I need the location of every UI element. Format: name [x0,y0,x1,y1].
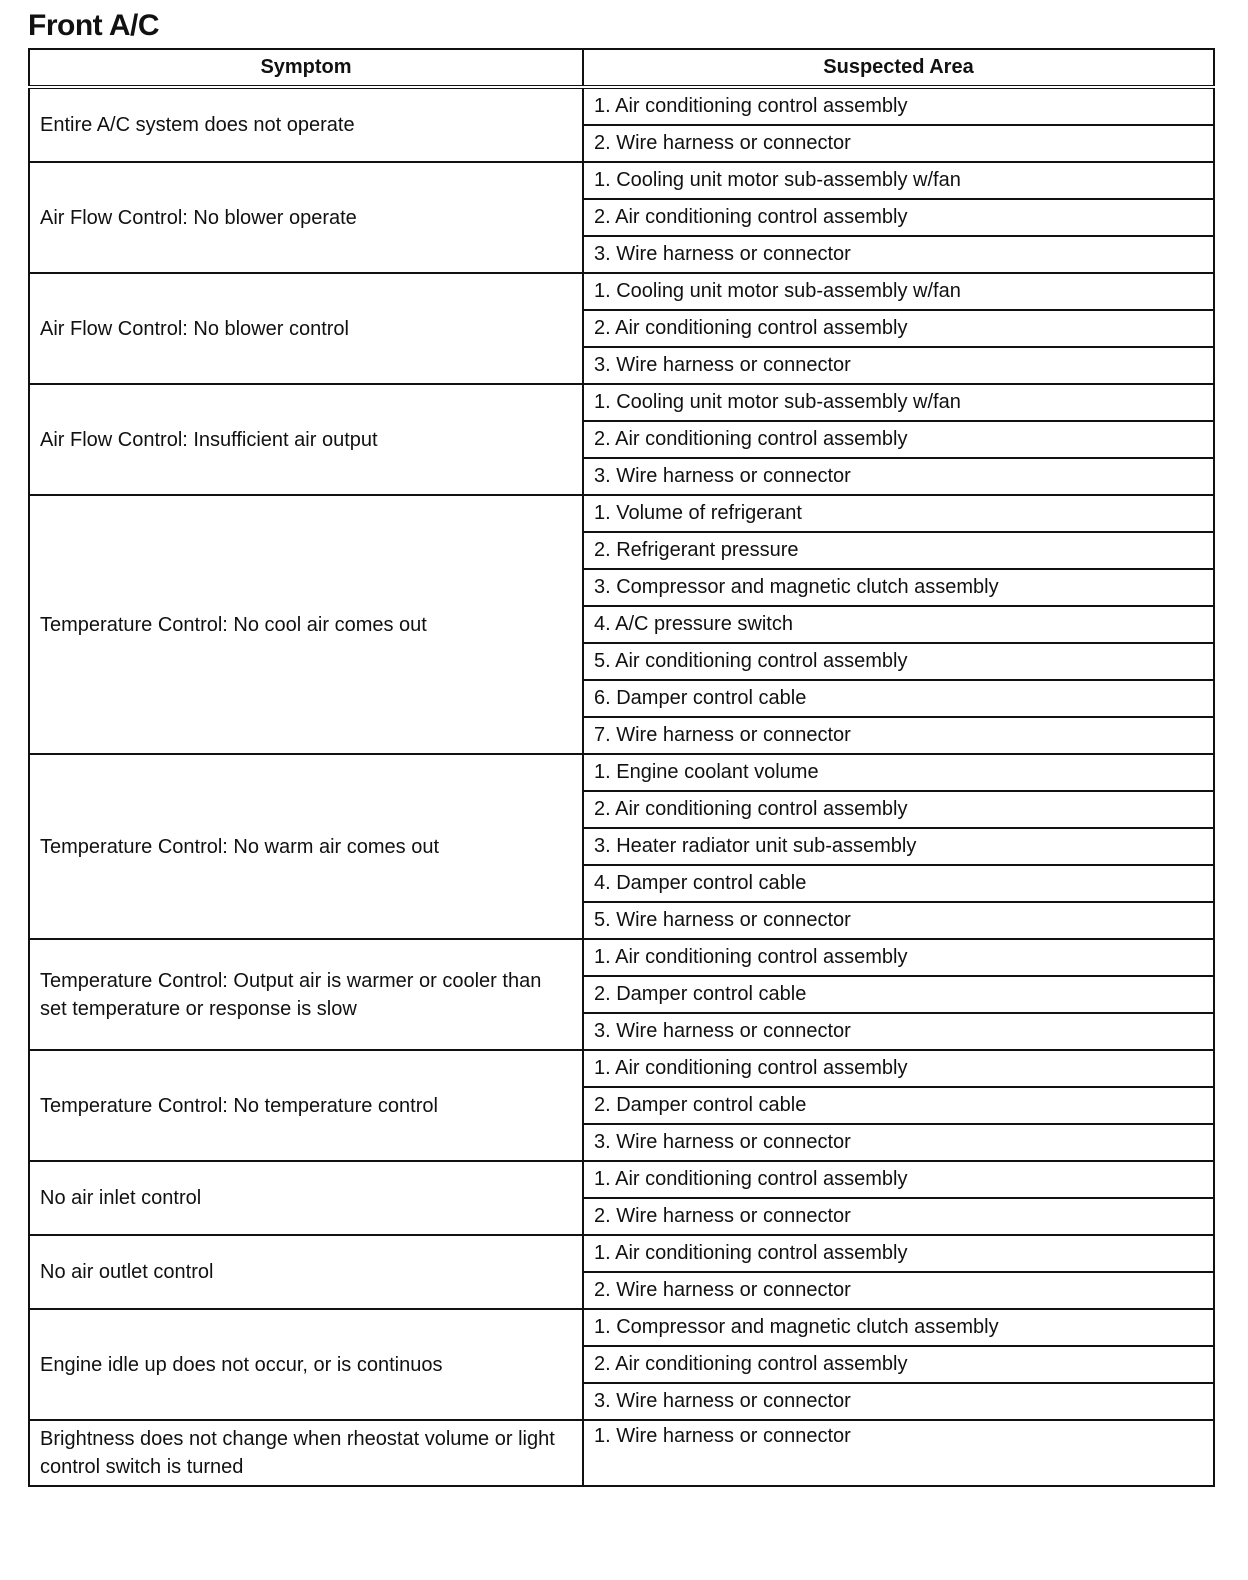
table-row [29,162,1214,199]
suspected-area-cell: 3. Wire harness or connector [583,1013,1214,1050]
suspected-area-cell: 2. Air conditioning control assembly [583,1346,1214,1383]
suspected-area-cell: 2. Air conditioning control assembly [583,421,1214,458]
table-row [29,1309,1214,1346]
suspected-area-cell: 2. Wire harness or connector [583,1198,1214,1235]
suspected-area-column-header: Suspected Area [583,49,1214,87]
page-title: Front A/C [28,9,160,42]
suspected-area-cell: 2. Air conditioning control assembly [583,199,1214,236]
suspected-area-cell: 2. Wire harness or connector [583,1272,1214,1309]
troubleshooting-table [28,48,1215,1487]
table-row [29,273,1214,310]
table-row [29,1161,1214,1198]
suspected-area-cell: 4. A/C pressure switch [583,606,1214,643]
suspected-area-cell: 2. Air conditioning control assembly [583,310,1214,347]
symptom-cell: Entire A/C system does not operate [29,87,583,162]
suspected-area-cell: 6. Damper control cable [583,680,1214,717]
symptom-cell: Temperature Control: Output air is warmer or cooler than set temperature or response is slow [29,939,583,1050]
symptom-cell: Air Flow Control: No blower operate [29,162,583,273]
suspected-area-cell: 3. Heater radiator unit sub-assembly [583,828,1214,865]
suspected-area-cell: 3. Wire harness or connector [583,1383,1214,1420]
suspected-area-cell: 7. Wire harness or connector [583,717,1214,754]
table-row [29,384,1214,421]
table-row [29,754,1214,791]
suspected-area-cell: 2. Air conditioning control assembly [583,791,1214,828]
suspected-area-cell: 1. Cooling unit motor sub-assembly w/fan [583,273,1214,310]
suspected-area-cell: 1. Cooling unit motor sub-assembly w/fan [583,162,1214,199]
symptom-cell: Air Flow Control: No blower control [29,273,583,384]
suspected-area-cell: 2. Refrigerant pressure [583,532,1214,569]
symptom-cell: Air Flow Control: Insufficient air output [29,384,583,495]
suspected-area-cell: 2. Wire harness or connector [583,125,1214,162]
suspected-area-cell: 1. Compressor and magnetic clutch assembly [583,1309,1214,1346]
table-row [29,495,1214,532]
suspected-area-cell: 3. Wire harness or connector [583,347,1214,384]
symptom-cell: No air outlet control [29,1235,583,1309]
symptom-cell: Brightness does not change when rheostat volume or light control switch is turned [29,1420,583,1486]
suspected-area-cell: 1. Air conditioning control assembly [583,1161,1214,1198]
suspected-area-cell: 2. Damper control cable [583,976,1214,1013]
suspected-area-cell: 1. Air conditioning control assembly [583,87,1214,125]
suspected-area-cell: 4. Damper control cable [583,865,1214,902]
symptom-cell: Engine idle up does not occur, or is continuos [29,1309,583,1420]
suspected-area-cell: 3. Wire harness or connector [583,1124,1214,1161]
table-row [29,1420,1214,1486]
table-body [29,87,1214,1486]
suspected-area-cell: 1. Engine coolant volume [583,754,1214,791]
symptom-cell: Temperature Control: No cool air comes out [29,495,583,754]
suspected-area-cell: 1. Wire harness or connector [583,1420,1214,1486]
suspected-area-cell: 3. Wire harness or connector [583,458,1214,495]
table-row [29,1050,1214,1087]
suspected-area-cell: 5. Air conditioning control assembly [583,643,1214,680]
table-row [29,87,1214,125]
table-header-row [29,49,1214,87]
suspected-area-cell: 3. Wire harness or connector [583,236,1214,273]
suspected-area-cell: 1. Volume of refrigerant [583,495,1214,532]
table-row [29,1235,1214,1272]
suspected-area-cell: 1. Cooling unit motor sub-assembly w/fan [583,384,1214,421]
symptom-cell: Temperature Control: No temperature control [29,1050,583,1161]
table-row [29,939,1214,976]
symptom-column-header: Symptom [29,49,583,87]
suspected-area-cell: 1. Air conditioning control assembly [583,939,1214,976]
suspected-area-cell: 2. Damper control cable [583,1087,1214,1124]
suspected-area-cell: 1. Air conditioning control assembly [583,1235,1214,1272]
symptom-cell: Temperature Control: No warm air comes out [29,754,583,939]
suspected-area-cell: 5. Wire harness or connector [583,902,1214,939]
suspected-area-cell: 3. Compressor and magnetic clutch assembly [583,569,1214,606]
symptom-cell: No air inlet control [29,1161,583,1235]
suspected-area-cell: 1. Air conditioning control assembly [583,1050,1214,1087]
